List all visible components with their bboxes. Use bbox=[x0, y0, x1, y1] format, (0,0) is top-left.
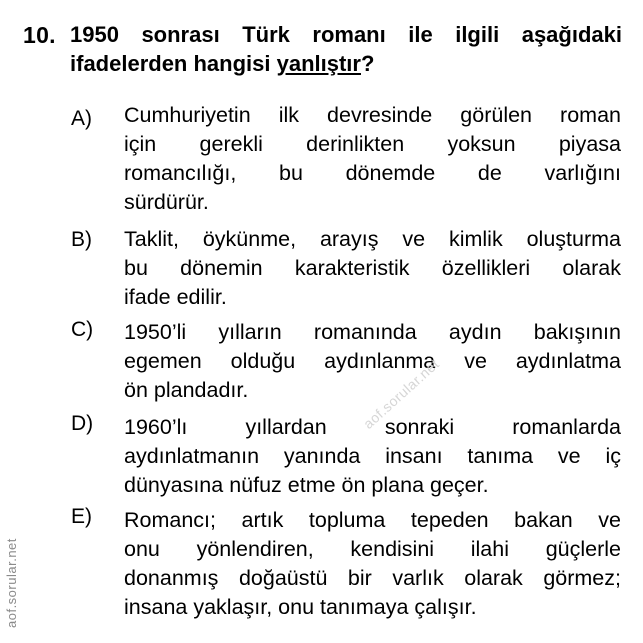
option-d-line: dünyasına nüfuz etme ön plana geçer. bbox=[124, 473, 489, 497]
option-b-text bbox=[124, 225, 621, 312]
option-c-line: ön plandadır. bbox=[124, 378, 249, 402]
option-b-line: Taklit, öykünme, arayış ve kimlik oluşturma bbox=[124, 227, 621, 251]
option-c-line: 1950’li yılların romanında aydın bakışının bbox=[124, 320, 621, 344]
question-stem bbox=[70, 20, 622, 78]
option-e-line: donanmış doğaüstü bir varlık olarak görmez; bbox=[124, 566, 621, 590]
question-number: 10. bbox=[23, 22, 56, 48]
option-a-letter: A) bbox=[71, 107, 92, 130]
option-a-line: için gerekli derinlikten yoksun piyasa bbox=[124, 132, 621, 156]
option-a-line: sürdürür. bbox=[124, 190, 209, 214]
option-e-text bbox=[124, 506, 621, 622]
question-stem-line-1: 1950 sonrası Türk romanı ile ilgili aşağıdaki bbox=[70, 22, 622, 47]
question-stem-emphasis: yanlıştır bbox=[276, 51, 361, 76]
option-e-letter: E) bbox=[71, 505, 92, 528]
question-stem-line-2 bbox=[70, 51, 374, 76]
option-a-line: romancılığı, bu dönemde de varlığını bbox=[124, 161, 621, 185]
option-a-text bbox=[124, 101, 621, 217]
option-d-letter: D) bbox=[71, 412, 94, 435]
option-c-letter: C) bbox=[71, 318, 94, 341]
option-a-line: Cumhuriyetin ilk devresinde görülen roman bbox=[124, 103, 621, 127]
option-e-line: onu yönlendiren, kendisini ilahi güçlerle bbox=[124, 537, 621, 561]
option-d-line: aydınlatmanın yanında insanı tanıma ve iç bbox=[124, 444, 621, 468]
option-c-line: egemen olduğu aydınlanma ve aydınlatma bbox=[124, 349, 621, 373]
option-b-letter: B) bbox=[71, 228, 92, 251]
option-b-line: bu dönemin karakteristik özellikleri olarak bbox=[124, 256, 621, 280]
option-e-line: Romancı; artık topluma tepeden bakan ve bbox=[124, 508, 621, 532]
question-stem-suffix: ? bbox=[360, 51, 375, 76]
option-e-line: insana yaklaşır, onu tanımaya çalışır. bbox=[124, 595, 477, 619]
watermark-center: aof.sorular.net bbox=[360, 355, 443, 432]
watermark-side: aof.sorular.net bbox=[4, 538, 19, 628]
option-c-text bbox=[124, 318, 621, 405]
option-b-line: ifade edilir. bbox=[124, 285, 227, 309]
question-stem-prefix: ifadelerden hangisi bbox=[70, 51, 277, 76]
option-d-line: 1960’lı yıllardan sonraki romanlarda bbox=[124, 415, 621, 439]
